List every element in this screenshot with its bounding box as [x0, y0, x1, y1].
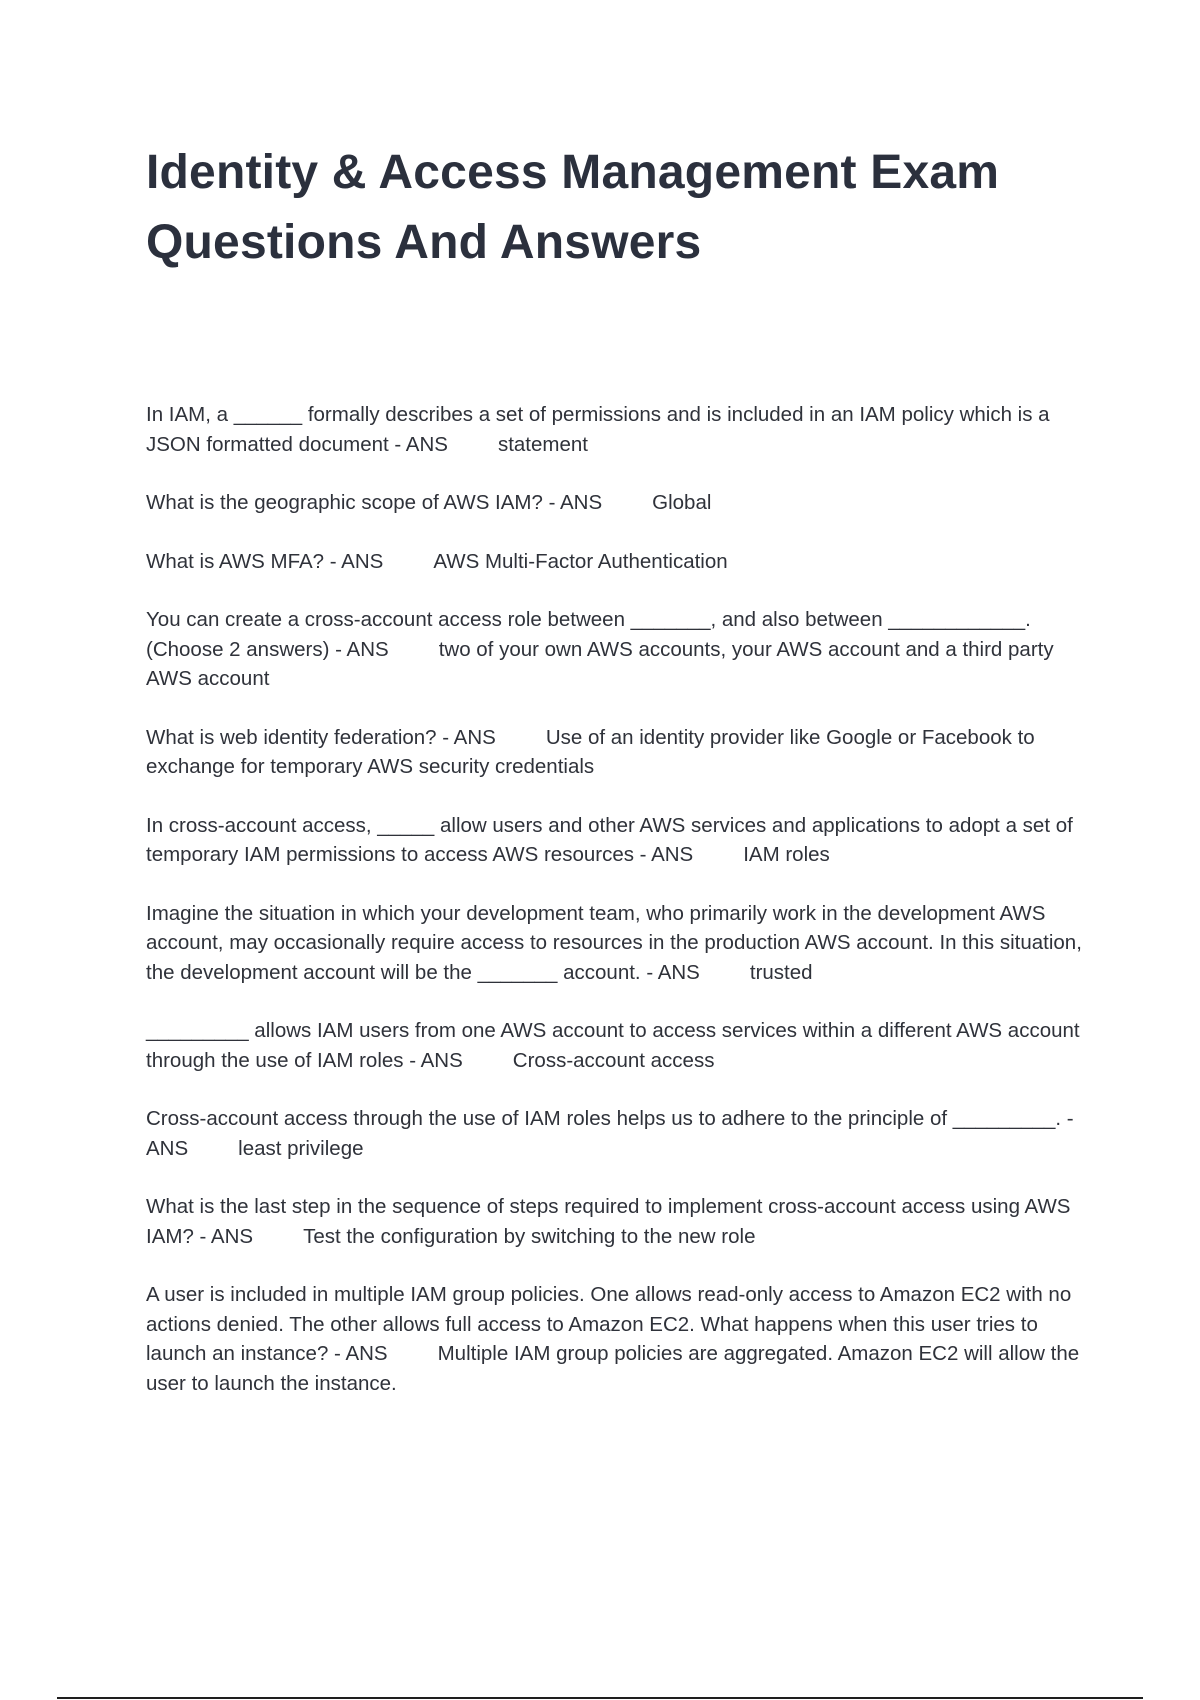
qa-item	[146, 1192, 1096, 1251]
answer-text: Test the configuration by switching to the new role	[303, 1224, 756, 1248]
question-text: In IAM, a ______ formally describes a set of permissions and is included in an IAM policy which is a JSON formatted document - ANS	[146, 403, 1050, 456]
qa-item	[146, 400, 1096, 459]
question-text: What is the geographic scope of AWS IAM? - ANS	[146, 491, 603, 514]
qa-item	[146, 488, 1096, 518]
qa-item	[146, 811, 1096, 870]
question-text: In cross-account access, _____ allow users and other AWS services and applications to adopt a set of temporary IAM permissions to access AWS resources - ANS	[146, 813, 1073, 866]
answer-text: Multiple IAM group policies are aggregated. Amazon EC2 will allow the user to launch the instance.	[146, 1342, 1080, 1395]
qa-item	[146, 723, 1096, 782]
footer-divider	[57, 1697, 1143, 1699]
answer-text: AWS Multi-Factor Authentication	[433, 549, 728, 573]
qa-list	[146, 400, 1096, 1427]
question-text: What is web identity federation? - ANS	[146, 725, 496, 749]
question-text: A user is included in multiple IAM group policies. One allows read-only access to Amazon EC2 with no actions denied. The other allows full access to Amazon EC2. What happens when this user tries to launch an instance? - ANS	[146, 1283, 1072, 1365]
answer-text: IAM roles	[743, 843, 830, 866]
answer-text: two of your own AWS accounts, your AWS account and a third party AWS account	[146, 637, 1054, 690]
question-text: _________ allows IAM users from one AWS account to access services within a different AWS account through the use of IAM roles - ANS	[146, 1019, 1080, 1072]
answer-text: Cross-account access	[512, 1048, 715, 1072]
answer-text: least privilege	[238, 1136, 364, 1160]
answer-text: Use of an identity provider like Google or Facebook to exchange for temporary AWS security credentials	[146, 725, 1035, 778]
qa-item	[146, 1104, 1096, 1163]
question-text: Cross-account access through the use of IAM roles helps us to adhere to the principle of _________. - ANS	[146, 1107, 1074, 1160]
qa-item	[146, 1280, 1096, 1398]
answer-text: Global	[652, 491, 712, 514]
question-text: You can create a cross-account access role between _______, and also between ____________. (Choose 2 answers) - ANS	[146, 608, 1031, 661]
page-title: Identity & Access Management Exam Questions And Answers	[146, 146, 1000, 269]
question-text: What is AWS MFA? - ANS	[146, 549, 384, 573]
qa-item	[146, 547, 1096, 577]
qa-item	[146, 605, 1096, 694]
qa-item	[146, 1016, 1096, 1075]
answer-text: statement	[497, 432, 588, 456]
question-text: What is the last step in the sequence of steps required to implement cross-account access using AWS IAM? - ANS	[146, 1195, 1071, 1248]
qa-item	[146, 899, 1096, 988]
answer-text: trusted	[749, 960, 813, 984]
question-text: Imagine the situation in which your development team, who primarily work in the development AWS account, may occasionally require access to resources in the production AWS account. In this situation, the development account will be the _______ account. - ANS	[146, 901, 1082, 984]
